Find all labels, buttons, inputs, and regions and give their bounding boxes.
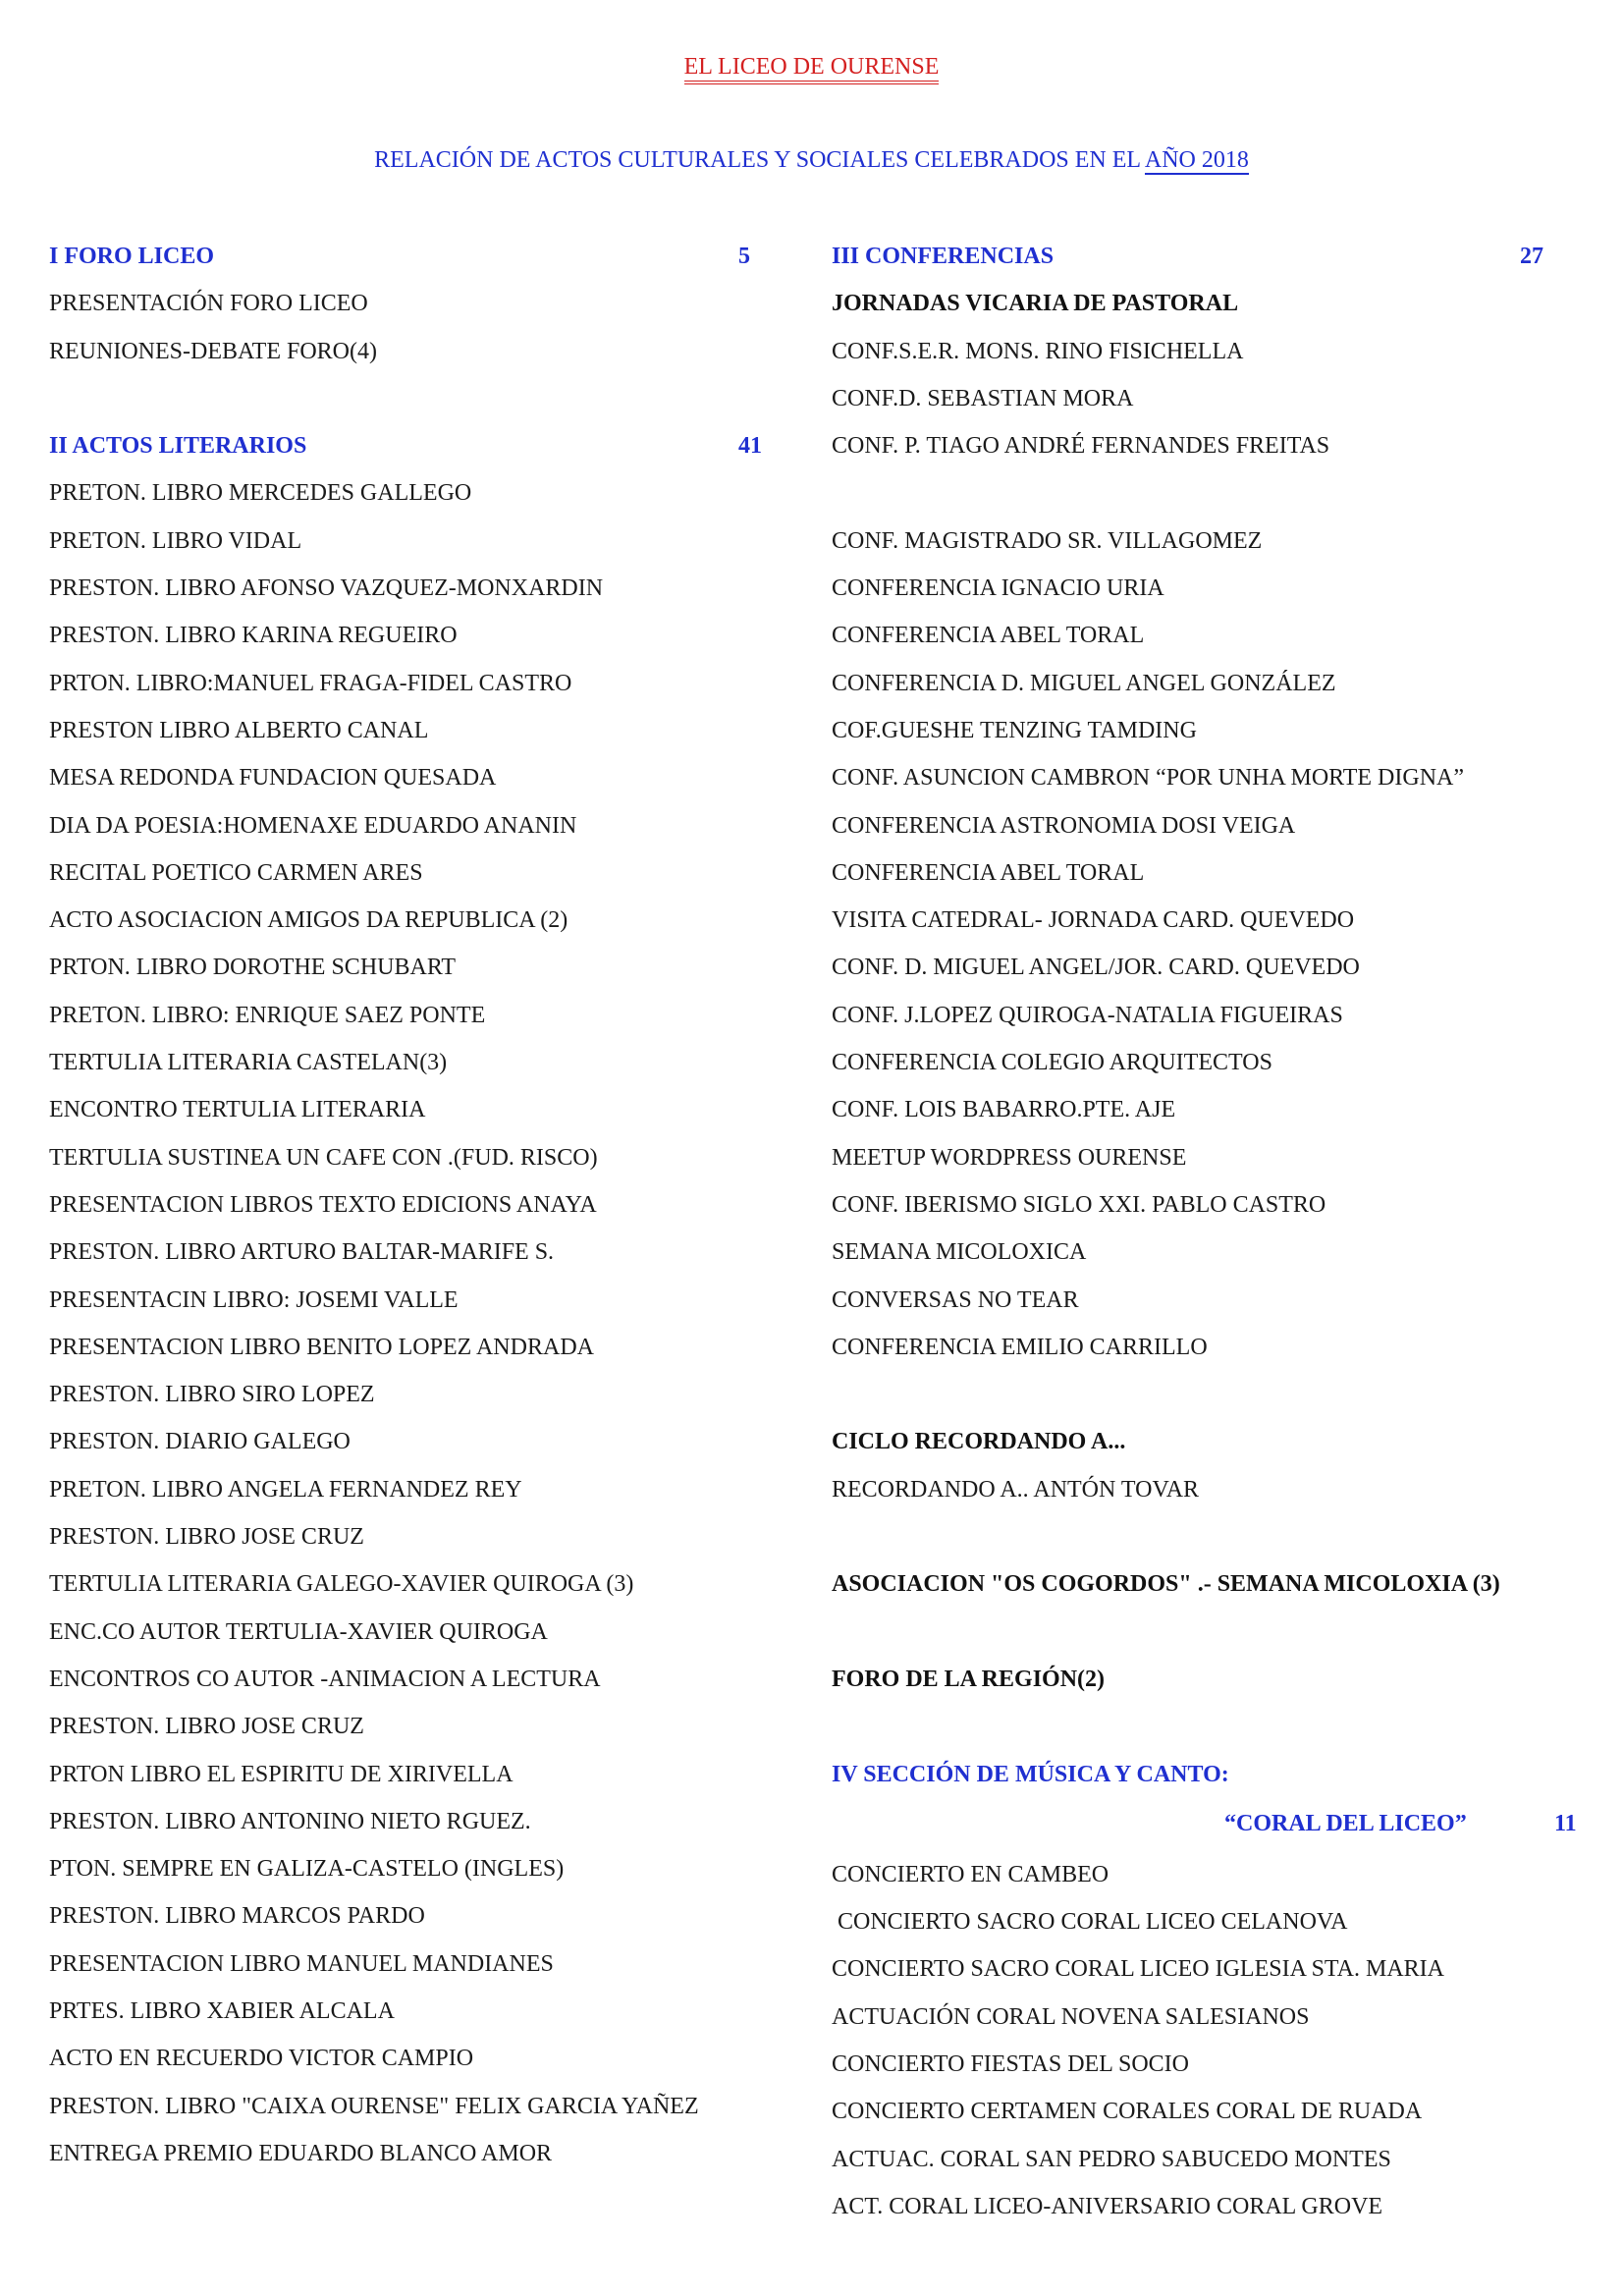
section-count: 41 — [738, 433, 762, 460]
list-item: TERTULIA LITERARIA CASTELAN(3) — [49, 1050, 448, 1076]
section-title: IV SECCIÓN DE MÚSICA Y CANTO: — [832, 1761, 1229, 1787]
list-item: PRESTON. LIBRO MARCOS PARDO — [49, 1903, 425, 1930]
list-item: PRESTON. LIBRO KARINA REGUEIRO — [49, 623, 458, 649]
list-item: PRETON. LIBRO MERCEDES GALLEGO — [49, 480, 472, 507]
list-item: CONCIERTO EN CAMBEO — [832, 1861, 1109, 1887]
coral-label: “CORAL DEL LICEO” — [1224, 1810, 1467, 1836]
spacer — [832, 476, 1597, 523]
list-item: CONF. ASUNCION CAMBRON “POR UNHA MORTE DIGNA” — [832, 765, 1465, 792]
foro-liceo-list — [49, 287, 795, 382]
list-item: TERTULIA LITERARIA GALEGO-XAVIER QUIROGA (3) — [49, 1571, 634, 1598]
list-item: CONFERENCIA ABEL TORAL — [832, 859, 1145, 886]
list-item: ACTUAC. CORAL SAN PEDRO SABUCEDO MONTES — [832, 2146, 1391, 2172]
section-title: III CONFERENCIAS — [832, 244, 1055, 269]
list-item: ACTO EN RECUERDO VICTOR CAMPIO — [49, 2046, 474, 2072]
section-count: 27 — [1520, 244, 1543, 269]
list-item: SEMANA MICOLOXICA — [832, 1239, 1087, 1266]
list-item: RECORDANDO A.. ANTÓN TOVAR — [832, 1476, 1200, 1503]
list-item: PRESENTACIN LIBRO: JOSEMI VALLE — [49, 1286, 459, 1313]
list-item: COF.GUESHE TENZING TAMDING — [832, 717, 1197, 743]
list-item: CONCIERTO CERTAMEN CORALES CORAL DE RUADA — [832, 2099, 1423, 2125]
left-column — [49, 240, 795, 2184]
list-item: PRTON LIBRO EL ESPIRITU DE XIRIVELLA — [49, 1761, 514, 1787]
list-item: PRTES. LIBRO XABIER ALCALA — [49, 1997, 395, 2024]
spacer — [832, 1378, 1597, 1425]
list-item: PTON. SEMPRE EN GALIZA-CASTELO (INGLES) — [49, 1856, 565, 1883]
list-item: RECITAL POETICO CARMEN ARES — [49, 859, 423, 886]
list-item: PRESTON. DIARIO GALEGO — [49, 1429, 351, 1455]
list-item: PRESTON. LIBRO AFONSO VAZQUEZ-MONXARDIN — [49, 575, 604, 602]
list-item: CONFERENCIA ASTRONOMIA DOSI VEIGA — [832, 812, 1296, 839]
list-item: PRETON. LIBRO VIDAL — [49, 527, 302, 554]
list-item: CONF. D. MIGUEL ANGEL/JOR. CARD. QUEVEDO — [832, 955, 1360, 981]
section-heading-musica-canto — [832, 1758, 1597, 1805]
list-item: PRESTON. LIBRO JOSE CRUZ — [49, 1524, 364, 1551]
list-item: CONCIERTO FIESTAS DEL SOCIO — [832, 2050, 1189, 2077]
document-subtitle — [0, 147, 1623, 174]
subsection-ciclo-recordando: CICLO RECORDANDO A... — [832, 1429, 1126, 1455]
section-title: I FORO LICEO — [49, 244, 215, 269]
list-item: CONCIERTO SACRO CORAL LICEO IGLESIA STA. MARIA — [832, 1956, 1444, 1983]
list-item: PRETON. LIBRO: ENRIQUE SAEZ PONTE — [49, 1002, 486, 1028]
list-item: CONVERSAS NO TEAR — [832, 1286, 1079, 1313]
list-item: CONFERENCIA COLEGIO ARQUITECTOS — [832, 1050, 1272, 1076]
list-item: PRTON. LIBRO:MANUEL FRAGA-FIDEL CASTRO — [49, 670, 572, 696]
conferencias-list-a — [832, 335, 1597, 477]
coral-del-liceo-heading — [832, 1807, 1597, 1858]
list-item: ACTUACIÓN CORAL NOVENA SALESIANOS — [832, 2003, 1310, 2030]
list-item: CONFERENCIA EMILIO CARRILLO — [832, 1334, 1208, 1360]
list-item: CONF. J.LOPEZ QUIROGA-NATALIA FIGUEIRAS — [832, 1002, 1343, 1028]
list-item: DIA DA POESIA:HOMENAXE EDUARDO ANANIN — [49, 812, 577, 839]
section-count: 5 — [738, 244, 750, 269]
list-item: CONF. MAGISTRADO SR. VILLAGOMEZ — [832, 527, 1263, 554]
section-title: II ACTOS LITERARIOS — [49, 433, 307, 460]
subsection-jornadas-vicaria: JORNADAS VICARIA DE PASTORAL — [832, 291, 1239, 317]
conferencias-list-b — [832, 524, 1597, 1378]
spacer — [49, 382, 795, 429]
list-item: PRTON. LIBRO DOROTHE SCHUBART — [49, 955, 457, 981]
list-item: PRESENTACION LIBROS TEXTO EDICIONS ANAYA — [49, 1191, 597, 1218]
actos-literarios-list — [49, 476, 795, 2184]
spacer — [832, 1615, 1597, 1663]
list-item: ENCONTRO TERTULIA LITERARIA — [49, 1097, 426, 1123]
list-item: PRESTON. LIBRO ANTONINO NIETO RGUEZ. — [49, 1808, 531, 1834]
list-item: CONF.S.E.R. MONS. RINO FISICHELLA — [832, 338, 1244, 364]
list-item: ENCONTROS CO AUTOR -ANIMACION A LECTURA — [49, 1666, 601, 1692]
subsection-asociacion-cogordos: ASOCIACION "OS COGORDOS" .- SEMANA MICOLOXIA (3) — [832, 1571, 1500, 1598]
list-item: ACT. CORAL LICEO-ANIVERSARIO CORAL GROVE — [832, 2193, 1383, 2219]
subtitle-text: RELACIÓN DE ACTOS CULTURALES Y SOCIALES CELEBRADOS EN EL — [374, 147, 1145, 173]
list-item: PRESENTACION LIBRO MANUEL MANDIANES — [49, 1950, 554, 1977]
list-item: CONF. IBERISMO SIGLO XXI. PABLO CASTRO — [832, 1191, 1326, 1218]
list-item: CONFERENCIA D. MIGUEL ANGEL GONZÁLEZ — [832, 670, 1336, 696]
subsection-foro-region: FORO DE LA REGIÓN(2) — [832, 1666, 1106, 1692]
list-item: ENC.CO AUTOR TERTULIA-XAVIER QUIROGA — [49, 1618, 548, 1645]
list-item: TERTULIA SUSTINEA UN CAFE CON .(FUD. RISCO) — [49, 1144, 598, 1171]
section-heading-foro-liceo — [49, 240, 795, 287]
section-heading-actos-literarios — [49, 429, 795, 476]
list-item: PRESTON. LIBRO ARTURO BALTAR-MARIFE S. — [49, 1239, 555, 1266]
list-item: CONF. LOIS BABARRO.PTE. AJE — [832, 1097, 1176, 1123]
subtitle-year: AÑO 2018 — [1144, 147, 1249, 173]
coral-count: 11 — [1554, 1810, 1577, 1836]
list-item: PRESTON. LIBRO SIRO LOPEZ — [49, 1382, 375, 1408]
list-item: MEETUP WORDPRESS OURENSE — [832, 1144, 1187, 1171]
list-item: MESA REDONDA FUNDACION QUESADA — [49, 765, 497, 792]
list-item: ACTO ASOCIACION AMIGOS DA REPUBLICA (2) — [49, 907, 568, 934]
list-item: REUNIONES-DEBATE FORO(4) — [49, 338, 377, 364]
list-item: PRETON. LIBRO ANGELA FERNANDEZ REY — [49, 1476, 522, 1503]
list-item: CONF. P. TIAGO ANDRÉ FERNANDES FREITAS — [832, 433, 1330, 460]
list-item: CONFERENCIA ABEL TORAL — [832, 623, 1145, 649]
list-item: PRESTON LIBRO ALBERTO CANAL — [49, 717, 429, 743]
spacer — [832, 1710, 1597, 1757]
document-title — [0, 54, 1623, 84]
section-heading-conferencias — [832, 240, 1597, 287]
list-item: PRESTON. LIBRO "CAIXA OURENSE" FELIX GARCIA YAÑEZ — [49, 2093, 699, 2119]
list-item: PRESENTACION LIBRO BENITO LOPEZ ANDRADA — [49, 1334, 594, 1360]
list-item: ENTREGA PREMIO EDUARDO BLANCO AMOR — [49, 2140, 553, 2166]
musica-canto-list — [832, 1858, 1597, 2237]
right-column — [832, 240, 1597, 2237]
document-title-text: EL LICEO DE OURENSE — [684, 54, 940, 84]
list-item: CONFERENCIA IGNACIO URIA — [832, 575, 1164, 602]
list-item: PRESENTACIÓN FORO LICEO — [49, 291, 368, 317]
list-item: VISITA CATEDRAL- JORNADA CARD. QUEVEDO — [832, 907, 1355, 934]
list-item: PRESTON. LIBRO JOSE CRUZ — [49, 1714, 364, 1740]
list-item: CONF.D. SEBASTIAN MORA — [832, 385, 1134, 411]
spacer — [832, 1520, 1597, 1567]
list-item: CONCIERTO SACRO CORAL LICEO CELANOVA — [832, 1909, 1348, 1936]
